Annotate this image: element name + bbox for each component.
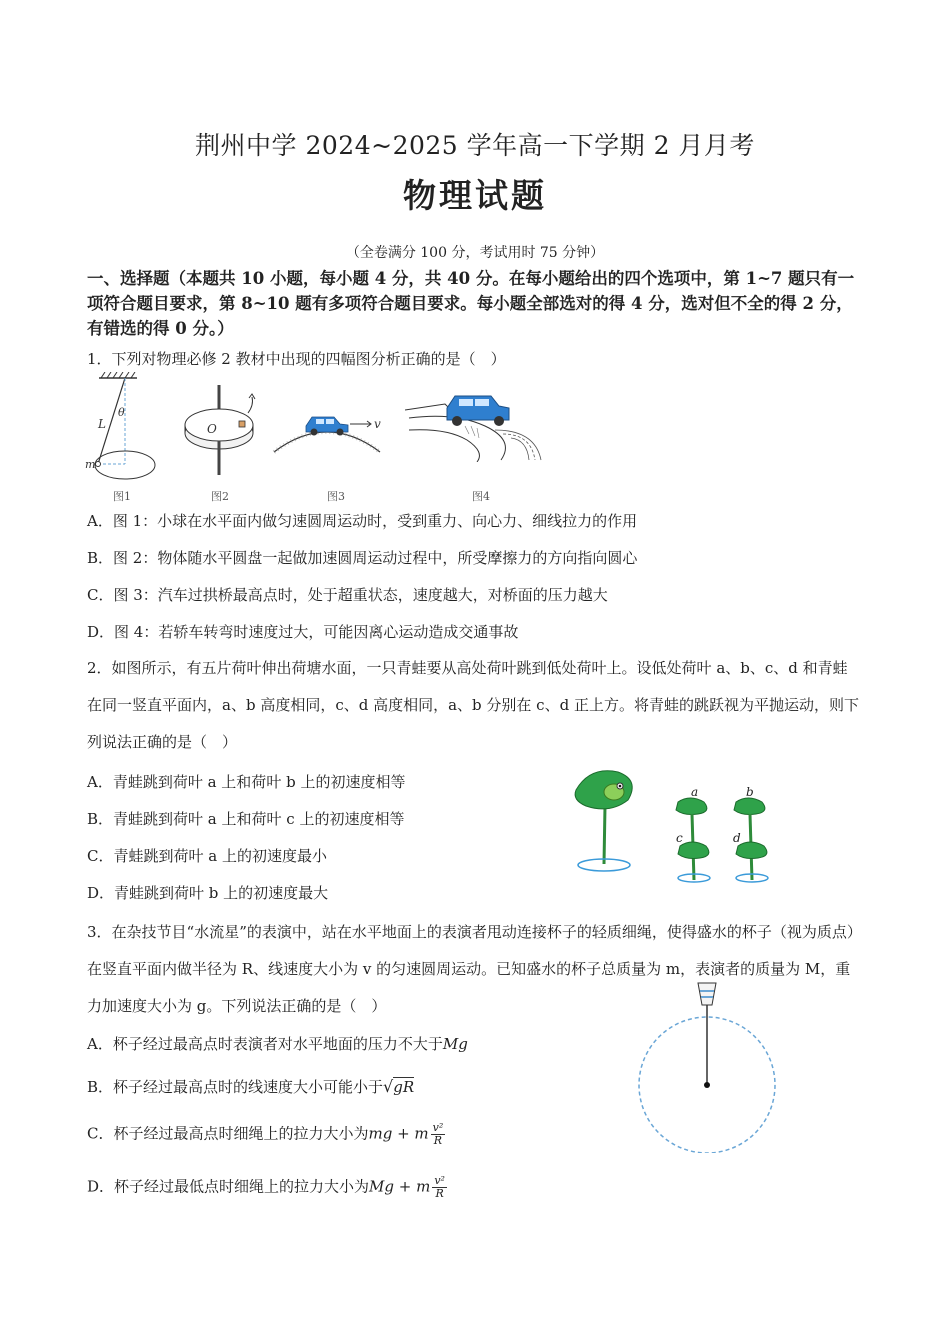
fig1-m-label: m bbox=[85, 458, 96, 471]
q1-figure-2 bbox=[182, 383, 262, 483]
q3-option-a-expr: Mg bbox=[442, 1035, 468, 1053]
subject-title: 物理试题 bbox=[403, 176, 547, 215]
section-instructions: 一、选择题（本题共 10 小题，每小题 4 分，共 40 分。在每小题给出的四个选项中，第 1~7 题只有一项符合题目要求，第 8~10 题有多项符合题目要求。每小题全部选对的得 4 分，选对但不全的得 2 分，有错选的得 0 分。） bbox=[87, 269, 855, 338]
fig1-caption: 图1 bbox=[113, 490, 131, 503]
q1-figure-4 bbox=[405, 390, 545, 462]
fig2-O-label: O bbox=[207, 422, 217, 436]
fig2-caption: 图2 bbox=[211, 490, 229, 503]
fig4-caption: 图4 bbox=[472, 490, 490, 503]
leaf-b-label: b bbox=[746, 785, 754, 799]
q3-option-b-expr: gR bbox=[393, 1078, 415, 1096]
q2-option-b: B．青蛙跳到荷叶 a 上和荷叶 c 上的初速度相等 bbox=[87, 810, 405, 828]
q3-option-d-text: D．杯子经过最低点时细绳上的拉力大小为 bbox=[87, 1177, 370, 1196]
q2-figure bbox=[570, 762, 780, 884]
q3-option-c-expr: mg + m bbox=[368, 1124, 429, 1143]
q2-option-a: A．青蛙跳到荷叶 a 上和荷叶 b 上的初速度相等 bbox=[87, 773, 406, 791]
q1-option-d: D．图 4：若轿车转弯时速度过大，可能因离心运动造成交通事故 bbox=[87, 623, 519, 641]
q3-option-d-expr: Mg + m bbox=[369, 1177, 431, 1196]
exam-title: 荆州中学 2024~2025 学年高一下学期 2 月月考 bbox=[195, 131, 755, 160]
q1-figure-1 bbox=[85, 372, 165, 487]
fig1-theta-label: θ bbox=[118, 406, 125, 419]
leaf-d-label: d bbox=[733, 831, 741, 845]
fig3-v-label: v bbox=[374, 417, 381, 431]
q3-option-a bbox=[87, 1033, 468, 1054]
q1-option-b: B．图 2：物体随水平圆盘一起做加速圆周运动过程中，所受摩擦力的方向指向圆心 bbox=[87, 549, 638, 567]
q2-option-d: D．青蛙跳到荷叶 b 上的初速度最大 bbox=[87, 884, 329, 902]
fig3-caption: 图3 bbox=[327, 490, 345, 503]
leaf-a-label: a bbox=[691, 785, 699, 799]
q1-option-a: A．图 1：小球在水平面内做匀速圆周运动时，受到重力、向心力、细线拉力的作用 bbox=[87, 512, 638, 530]
q3-option-b-text: B．杯子经过最高点时的线速度大小可能小于 bbox=[87, 1078, 384, 1096]
q3-option-d bbox=[87, 1175, 447, 1200]
q1-figure-3 bbox=[272, 400, 387, 462]
q3-stem: 3．在杂技节目“水流星”的表演中，站在水平地面上的表演者甩动连接杯子的轻质细绳，使得盛水的杯子（视为质点）在竖直平面内做半径为 R、线速度大小为 v 的匀速圆周运动。已知盛水的杯子总质量为 m，表演者的质量为 M，重力加速度大小为 g。下列说法正确的是（ ） bbox=[87, 923, 862, 1015]
q3-option-c-fraction: $\frac{\text{v²}}{R}$ bbox=[432, 1121, 444, 1147]
q2-stem: 2．如图所示，有五片荷叶伸出荷塘水面，一只青蛙要从高处荷叶跳到低处荷叶上。设低处荷叶 a、b、c、d 和青蛙在同一竖直平面内，a、b 高度相同，c、d 高度相同，a、b 分别在 c、d 正上方。将青蛙的跳跃视为平抛运动，则下列说法正确的是（ ） bbox=[87, 659, 859, 751]
q3-option-d-fraction: $\frac{\text{v²}}{R}$ bbox=[434, 1174, 445, 1200]
q2-option-c: C．青蛙跳到荷叶 a 上的初速度最小 bbox=[87, 847, 327, 865]
fig1-L-label: L bbox=[98, 417, 106, 431]
q3-option-c bbox=[87, 1122, 445, 1147]
q1-option-c: C．图 3：汽车过拱桥最高点时，处于超重状态，速度越大，对桥面的压力越大 bbox=[87, 586, 608, 604]
q3-option-c-text: C．杯子经过最高点时细绳上的拉力大小为 bbox=[87, 1124, 369, 1143]
q1-stem: 1．下列对物理必修 2 教材中出现的四幅图分析正确的是（ ） bbox=[87, 350, 506, 368]
q3-option-a-text: A．杯子经过最高点时表演者对水平地面的压力不大于 bbox=[87, 1035, 443, 1053]
exam-note: （全卷满分 100 分，考试用时 75 分钟） bbox=[345, 245, 605, 261]
q3-option-b: B．杯子经过最高点时的线速度大小可能小于√gR bbox=[87, 1077, 415, 1096]
leaf-c-label: c bbox=[676, 831, 683, 845]
q3-figure bbox=[632, 975, 782, 1153]
